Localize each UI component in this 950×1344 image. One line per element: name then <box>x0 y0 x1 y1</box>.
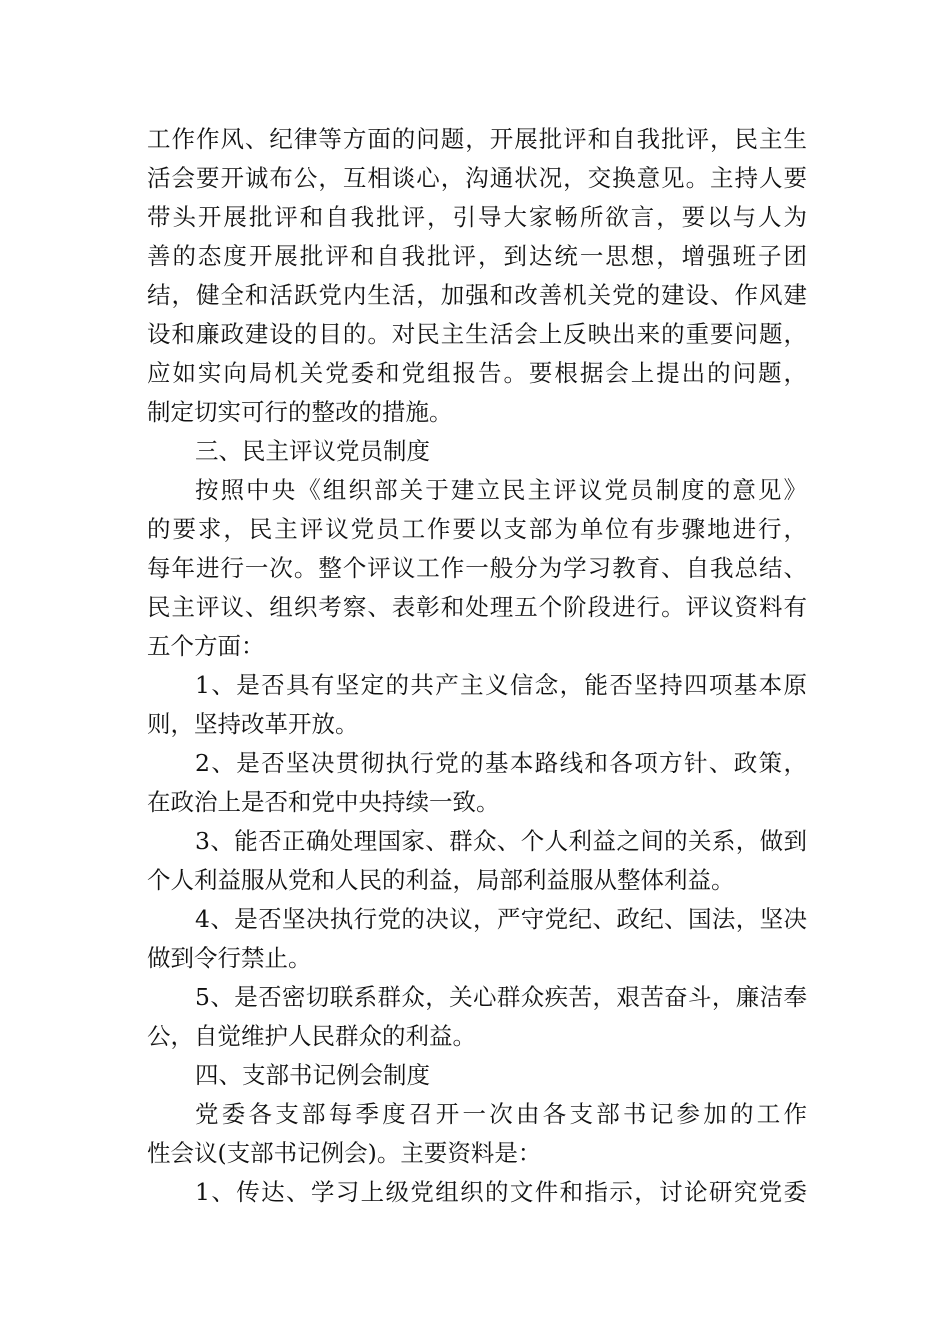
text-line: 在政治上是否和党中央持续一致。 <box>147 788 500 816</box>
text-line: 活会要开诚布公，互相谈心，沟通状况，交换意见。主持人要 <box>147 164 807 192</box>
text-line: 四、支部书记例会制度 <box>195 1061 430 1089</box>
text-line: 1、是否具有坚定的共产主义信念，能否坚持四项基本原 <box>195 671 807 699</box>
document-body <box>147 120 807 1212</box>
text-line: 带头开展批评和自我批评，引导大家畅所欲言，要以与人为 <box>147 203 807 231</box>
text-line: 三、民主评议党员制度 <box>195 437 430 465</box>
text-line: 则，坚持改革开放。 <box>147 710 359 738</box>
text-line: 做到令行禁止。 <box>147 944 312 972</box>
text-line: 按照中央《组织部关于建立民主评议党员制度的意见》 <box>195 476 807 504</box>
text-line: 党委各支部每季度召开一次由各支部书记参加的工作 <box>195 1100 807 1128</box>
text-line: 5、是否密切联系群众，关心群众疾苦，艰苦奋斗，廉洁奉 <box>195 983 807 1011</box>
text-line: 1、传达、学习上级党组织的文件和指示，讨论研究党委 <box>195 1178 807 1206</box>
text-line: 五个方面： <box>147 632 265 660</box>
text-line: 善的态度开展批评和自我批评，到达统一思想，增强班子团 <box>147 242 807 270</box>
text-line: 结，健全和活跃党内生活，加强和改善机关党的建设、作风建 <box>147 281 807 309</box>
text-line: 公，自觉维护人民群众的利益。 <box>147 1022 476 1050</box>
text-line: 制定切实可行的整改的措施。 <box>147 398 453 426</box>
text-line: 每年进行一次。整个评议工作一般分为学习教育、自我总结、 <box>147 554 807 582</box>
text-line: 民主评议、组织考察、表彰和处理五个阶段进行。评议资料有 <box>147 593 807 621</box>
text-line: 工作作风、纪律等方面的问题，开展批评和自我批评，民主生 <box>147 125 807 153</box>
text-line: 3、能否正确处理国家、群众、个人利益之间的关系，做到 <box>195 827 807 855</box>
text-line: 2、是否坚决贯彻执行党的基本路线和各项方针、政策， <box>195 749 807 777</box>
text-line: 个人利益服从党和人民的利益，局部利益服从整体利益。 <box>147 866 735 894</box>
text-line: 的要求，民主评议党员工作要以支部为单位有步骤地进行， <box>147 515 807 543</box>
text-line: 性会议(支部书记例会)。主要资料是： <box>147 1139 542 1167</box>
text-line: 4、是否坚决执行党的决议，严守党纪、政纪、国法，坚决 <box>195 905 807 933</box>
text-line: 设和廉政建设的目的。对民主生活会上反映出来的重要问题， <box>147 320 807 348</box>
text-line: 应如实向局机关党委和党组报告。要根据会上提出的问题， <box>147 359 807 387</box>
